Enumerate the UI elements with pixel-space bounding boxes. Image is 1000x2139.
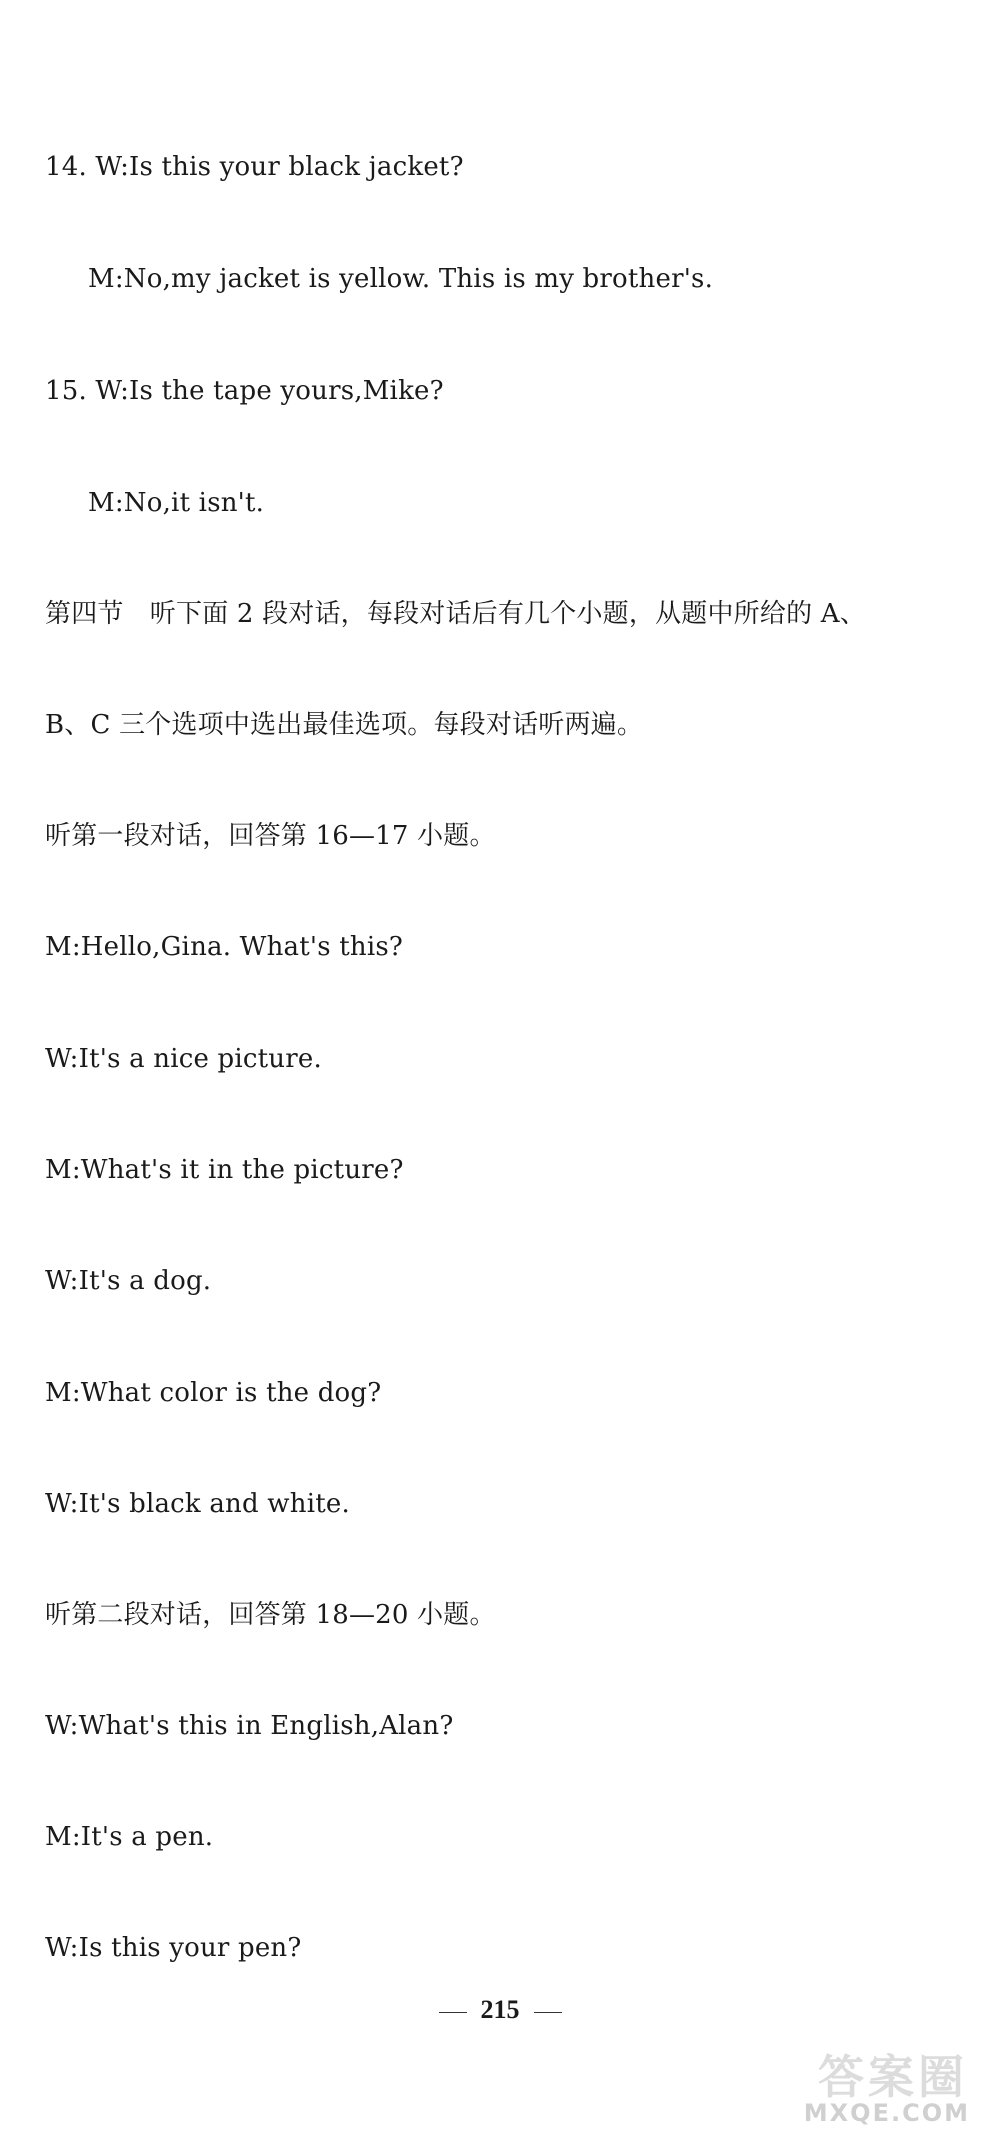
section-4-instruction-line-1: 第四节 听下面 2 段对话，每段对话后有几个小题，从题中所给的 A、 (45, 599, 866, 629)
footer-dash-left (439, 2012, 467, 2013)
footer-dash-right (534, 2012, 562, 2013)
dialogue-1-heading: 听第一段对话，回答第 16—17 小题。 (45, 821, 496, 851)
dialogue-2-line-2: M:It's a pen. (45, 1822, 214, 1852)
dialogue-1-line-2: W:It's a nice picture. (45, 1044, 322, 1074)
section-4-instruction-line-2: B、C 三个选项中选出最佳选项。每段对话听两遍。 (45, 710, 644, 740)
dialogue-2-line-3: W:Is this your pen? (45, 1933, 302, 1963)
dialogue-1-line-3: M:What's it in the picture? (45, 1155, 404, 1185)
watermark-logo (718, 2041, 978, 2131)
watermark-text-bottom: MXQE.COM (803, 2099, 970, 2127)
dialogue-line-14-m: M:No,my jacket is yellow. This is my brother's. (88, 264, 714, 294)
page-number-footer (0, 1995, 1000, 2025)
dialogue-line-14-w: 14. W:Is this your black jacket? (45, 152, 464, 182)
dialogue-line-15-w: 15. W:Is the tape yours,Mike? (45, 376, 444, 406)
dialogue-2-heading: 听第二段对话，回答第 18—20 小题。 (45, 1600, 496, 1630)
dialogue-1-line-4: W:It's a dog. (45, 1266, 212, 1296)
dialogue-1-line-1: M:Hello,Gina. What's this? (45, 932, 404, 962)
dialogue-1-line-5: M:What color is the dog? (45, 1378, 382, 1408)
dialogue-2-line-1: W:What's this in English,Alan? (45, 1711, 454, 1741)
dialogue-line-15-m: M:No,it isn't. (88, 488, 265, 518)
dialogue-1-line-6: W:It's black and white. (45, 1489, 350, 1519)
page-number: 215 (480, 1995, 520, 2024)
watermark-text-top: 答案圈 (818, 2050, 968, 2104)
